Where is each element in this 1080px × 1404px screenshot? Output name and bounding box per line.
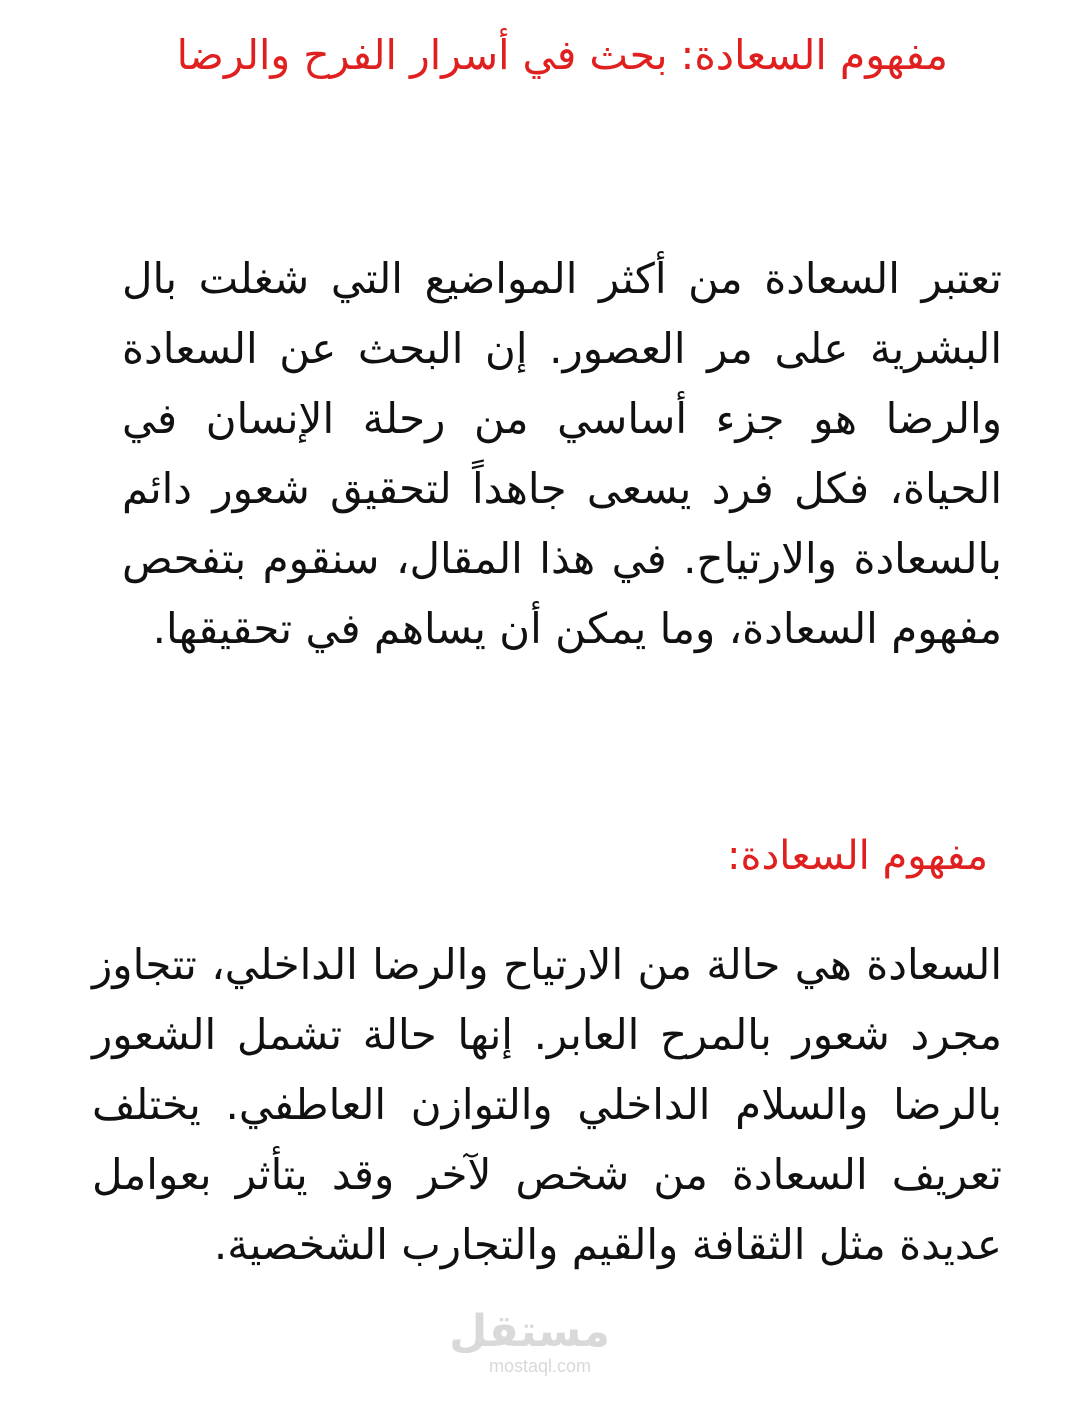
mostaql-watermark [449,1306,610,1376]
watermark-logo-text: مستقل [449,1306,610,1357]
definition-paragraph: السعادة هي حالة من الارتياح والرضا الداخلي، تتجاوز مجرد شعور بالمرح العابر. إنها حالة تشمل الشعور بالرضا والسلام الداخلي والتوازن العاطفي. يختلف تعريف السعادة من شخص لآخر وقد يتأثر بعوامل عديدة مثل الثقافة والقيم والتجارب الشخصية. [92,940,1002,1269]
section-heading: مفهوم السعادة: [727,833,988,879]
intro-paragraph: تعتبر السعادة من أكثر المواضيع التي شغلت بال البشرية على مر العصور. إن البحث عن السعادة والرضا هو جزء أساسي من رحلة الإنسان في الحياة، فكل فرد يسعى جاهداً لتحقيق شعور دائم بالسعادة والارتياح. في هذا المقال، سنقوم بتفحص مفهوم السعادة، وما يمكن أن يساهم في تحقيقها. [122,254,1002,653]
document-title: مفهوم السعادة: بحث في أسرار الفرح والرضا [176,31,948,79]
watermark-url: mostaql.com [488,1356,592,1376]
